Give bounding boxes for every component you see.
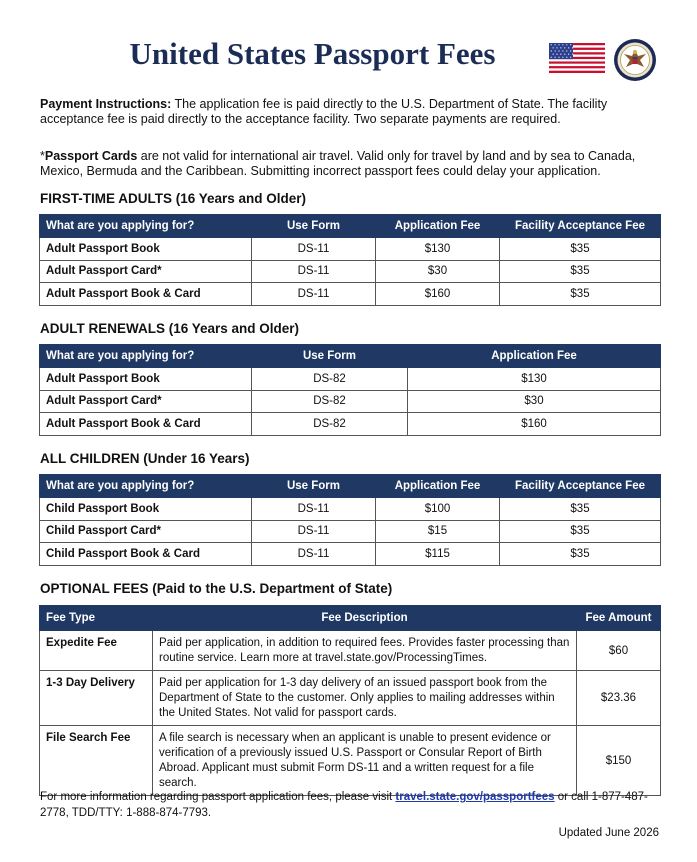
table-cell: Adult Passport Card* <box>40 390 252 413</box>
page-title: United States Passport Fees <box>129 36 496 71</box>
first-time-adults-heading: FIRST-TIME ADULTS (16 Years and Older) <box>40 191 307 206</box>
table-row <box>40 283 661 306</box>
all-children-table <box>39 474 661 566</box>
passport-cards-note-text: are not valid for international air travel. Valid only for travel by land and by sea to Canada, Mexico, Bermuda and the Caribbean. Submitting incorrect passport fees could delay your application. <box>40 149 636 178</box>
all-children-heading: ALL CHILDREN (Under 16 Years) <box>40 451 250 466</box>
table-row <box>40 238 661 261</box>
passport-cards-note <box>40 149 670 179</box>
table-cell: DS-11 <box>252 283 376 306</box>
payment-instructions <box>40 97 670 127</box>
table-cell: DS-82 <box>252 390 408 413</box>
table-cell: Adult Passport Book <box>40 368 252 391</box>
table-cell: $100 <box>376 498 500 521</box>
adult-renewals-heading: ADULT RENEWALS (16 Years and Older) <box>40 321 300 336</box>
table-cell: $130 <box>376 238 500 261</box>
table-row <box>40 498 661 521</box>
table-cell: File Search Fee <box>40 726 153 796</box>
us-flag-icon <box>549 43 605 73</box>
first-time-adults-table <box>39 214 661 306</box>
table-cell: DS-11 <box>252 543 376 566</box>
table-cell: Expedite Fee <box>40 631 153 671</box>
table-cell: $35 <box>500 543 661 566</box>
table-cell: DS-11 <box>252 238 376 261</box>
table-cell: Adult Passport Book & Card <box>40 413 252 436</box>
table-cell: $150 <box>577 726 661 796</box>
table-row <box>40 368 661 391</box>
table-cell: DS-82 <box>252 413 408 436</box>
table-cell: Child Passport Book & Card <box>40 543 252 566</box>
table-cell: $35 <box>500 520 661 543</box>
table-cell: DS-82 <box>252 368 408 391</box>
column-header: Use Form <box>252 345 408 368</box>
table-row <box>40 726 661 796</box>
table-cell: Paid per application for 1-3 day delivery of an issued passport book from the Department of State to the customer. Only applies to mailing addresses within the United States. Not valid for passport cards. <box>153 671 577 726</box>
column-header: What are you applying for? <box>40 215 252 238</box>
optional-fees-table <box>39 605 661 796</box>
passport-cards-note-prefix: * <box>40 149 45 163</box>
table-cell: 1-3 Day Delivery <box>40 671 153 726</box>
table-cell: $23.36 <box>577 671 661 726</box>
table-row <box>40 390 661 413</box>
table-row <box>40 520 661 543</box>
department-of-state-seal-icon <box>613 38 657 82</box>
column-header: Application Fee <box>376 215 500 238</box>
table-cell: DS-11 <box>252 520 376 543</box>
table-cell: A file search is necessary when an applicant is unable to present evidence or verification of a previously issued U.S. Passport or Consular Report of Birth Abroad. Applicant must submit Form DS-11 and a written request for a file search. <box>153 726 577 796</box>
table-cell: Paid per application, in addition to required fees. Provides faster processing than routine service. Learn more at travel.state.gov/ProcessingTimes. <box>153 631 577 671</box>
optional-fees-heading: OPTIONAL FEES (Paid to the U.S. Department of State) <box>40 581 393 596</box>
table-cell: $160 <box>376 283 500 306</box>
column-header: Application Fee <box>376 475 500 498</box>
column-header: What are you applying for? <box>40 345 252 368</box>
column-header: Use Form <box>252 475 376 498</box>
table-cell: Adult Passport Book & Card <box>40 283 252 306</box>
table-cell: $30 <box>408 390 661 413</box>
table-cell: Child Passport Card* <box>40 520 252 543</box>
table-cell: Adult Passport Card* <box>40 260 252 283</box>
footer-text-before: For more information regarding passport application fees, please visit <box>40 791 396 803</box>
table-cell: Child Passport Book <box>40 498 252 521</box>
table-cell: $35 <box>500 283 661 306</box>
column-header: Use Form <box>252 215 376 238</box>
table-cell: $35 <box>500 260 661 283</box>
footer-text-after: or call 1-877-487-2778, TDD/TTY: 1-888-874-7793. <box>40 791 648 819</box>
column-header: Fee Amount <box>577 606 661 631</box>
table-cell: Adult Passport Book <box>40 238 252 261</box>
column-header: Fee Description <box>153 606 577 631</box>
table-cell: $160 <box>408 413 661 436</box>
column-header: What are you applying for? <box>40 475 252 498</box>
table-cell: $130 <box>408 368 661 391</box>
table-cell: DS-11 <box>252 498 376 521</box>
column-header: Fee Type <box>40 606 153 631</box>
table-row <box>40 671 661 726</box>
table-cell: $15 <box>376 520 500 543</box>
column-header: Facility Acceptance Fee <box>500 475 661 498</box>
table-row <box>40 631 661 671</box>
passport-fees-link[interactable]: travel.state.gov/passportfees <box>395 791 555 803</box>
table-row <box>40 543 661 566</box>
passport-cards-note-label: Passport Cards <box>44 149 138 163</box>
table-cell: DS-11 <box>252 260 376 283</box>
updated-date: Updated June 2026 <box>558 827 659 839</box>
footer-info <box>40 790 670 821</box>
adult-renewals-table <box>39 344 661 436</box>
table-cell: $60 <box>577 631 661 671</box>
table-row <box>40 260 661 283</box>
payment-instructions-text: The application fee is paid directly to the U.S. Department of State. The facility acceptance fee is paid directly to the acceptance facility. Two separate payments are required. <box>40 97 608 126</box>
table-cell: $35 <box>500 238 661 261</box>
column-header: Facility Acceptance Fee <box>500 215 661 238</box>
table-cell: $115 <box>376 543 500 566</box>
table-cell: $30 <box>376 260 500 283</box>
table-row <box>40 413 661 436</box>
payment-instructions-label: Payment Instructions: <box>40 97 172 111</box>
table-cell: $35 <box>500 498 661 521</box>
column-header: Application Fee <box>408 345 661 368</box>
